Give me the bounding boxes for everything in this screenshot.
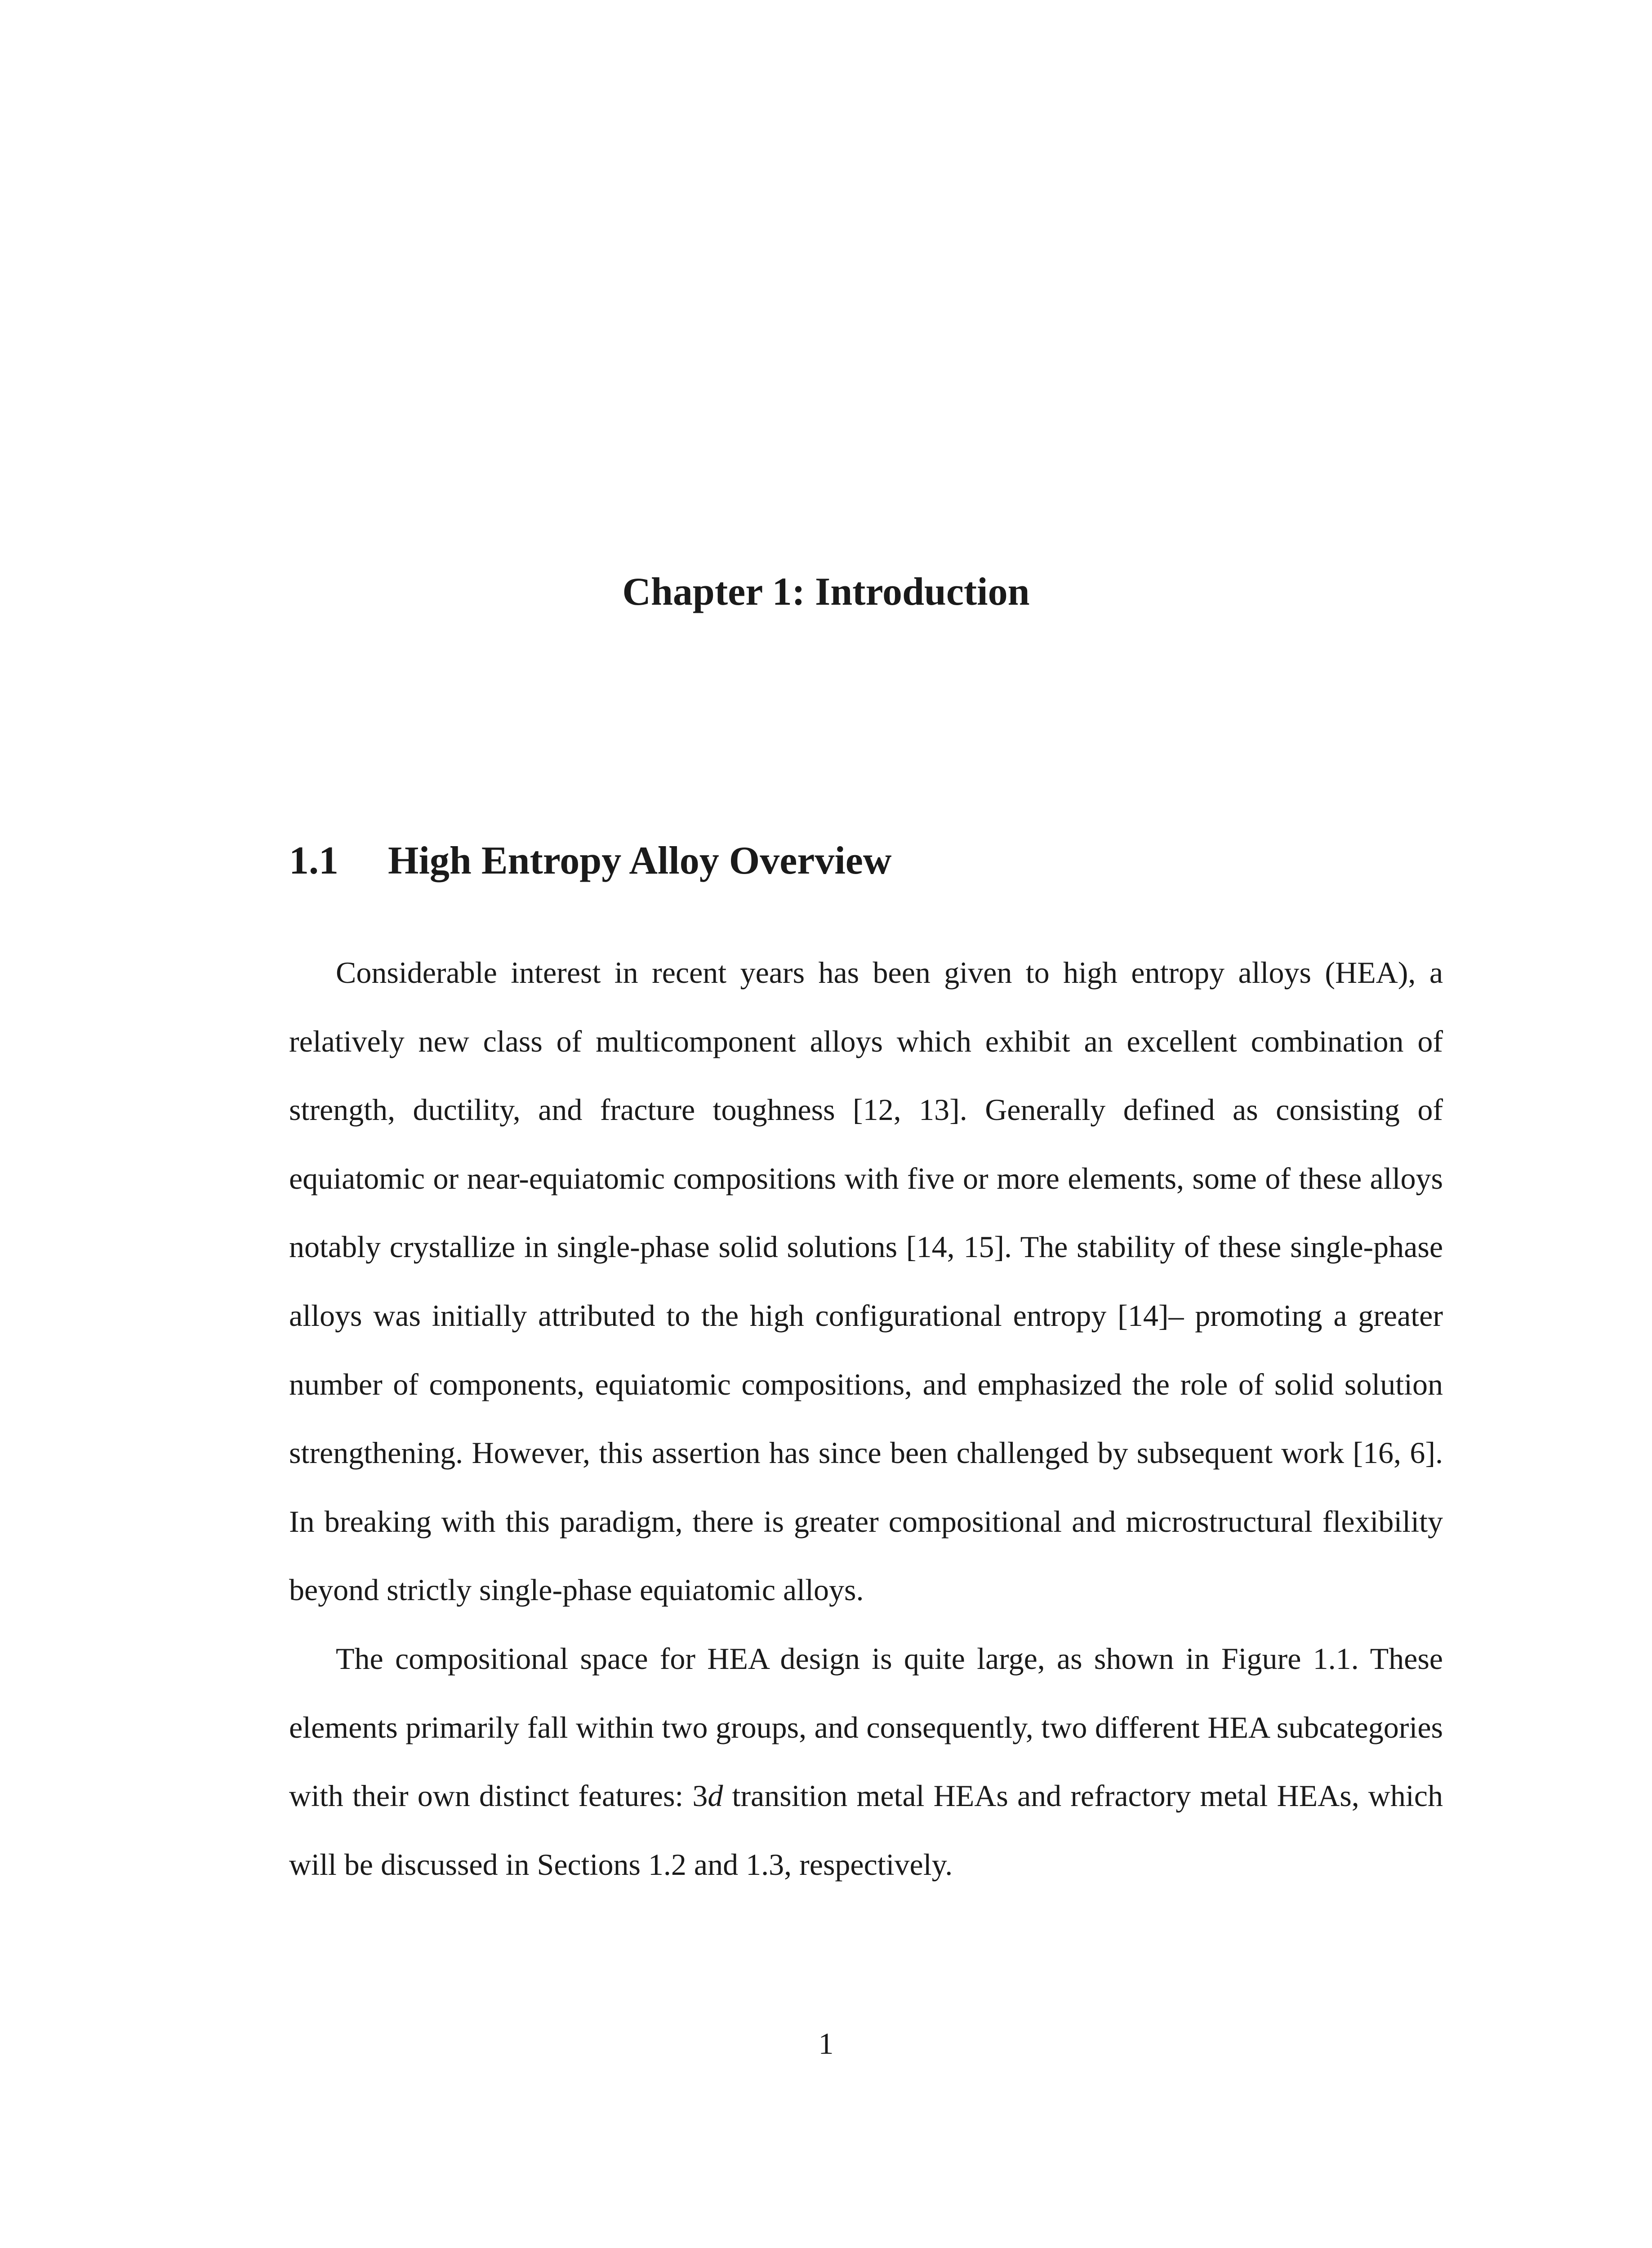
paragraph-2-3d-number: 3	[692, 1779, 708, 1813]
section-number: 1.1	[289, 839, 338, 883]
paragraph-1: Considerable interest in recent years has been given to high entropy alloys (HEA), a relatively new class of multicomponent alloys which exhibit an excellent combination of strength, ductility, and fracture toughness [12, 13]. Generally defined as consisting of equiatomic or near-equiatomic compositions with five or more elements, some of these alloys notably crystallize in single-phase solid solutions [14, 15]. The stability of these single-phase alloys was initially attributed to the high configurational entropy [14]– promoting a greater number of components, equiatomic compositions, and emphasized the role of solid solution strengthening. However, this assertion has since been challenged by subsequent work [16, 6]. In breaking with this paradigm, there is greater compositional and microstructural flexibility beyond strictly single-phase equiatomic alloys.	[289, 955, 1443, 1607]
paragraph-2-3d-italic: d	[708, 1779, 723, 1813]
paragraph-2-text-end: transition metal HEAs and refractory metal HEAs, which will be discussed in Sections 1.2 and 1.3, respectively.	[289, 1779, 1443, 1882]
section-title: High Entropy Alloy Overview	[388, 839, 892, 883]
page-number: 1	[818, 2026, 834, 2061]
chapter-title: Chapter 1: Introduction	[622, 570, 1030, 614]
paragraph-2-text-start: The compositional space for HEA design is quite large, as shown in Figure 1.1. These elements primarily fall within two groups, and consequently, two different HEA subcategories with their own distinct features:	[289, 1641, 1443, 1813]
section-heading	[289, 836, 891, 886]
paragraph-2	[289, 1624, 1443, 1899]
body-text	[289, 938, 1443, 1899]
